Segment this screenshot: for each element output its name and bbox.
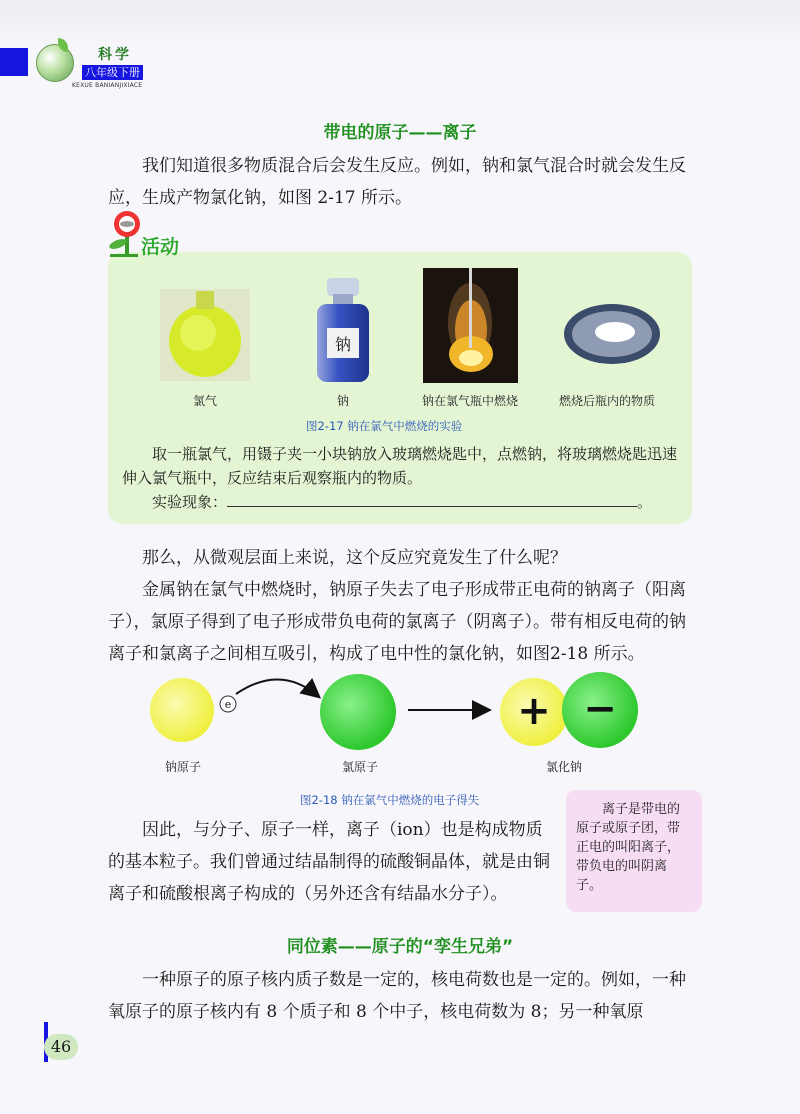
positive-charge-symbol: +: [517, 688, 551, 734]
explanation-paragraphs: [108, 542, 698, 670]
sodium-bottle-photo: [313, 278, 373, 383]
label-sodium-chloride: 氯化钠: [546, 760, 583, 774]
intro-paragraph: 我们知道很多物质混合后会发生反应。例如，钠和氯气混合时就会发生反应，生成产物氯化钠，如图 2-17 所示。: [108, 156, 686, 208]
section-title-isotopes: 同位素——原子的“孪生兄弟”: [286, 937, 514, 957]
isotope-intro-paragraph: 一种原子的原子核内质子数是一定的，核电荷数也是一定的。例如，一种氧原子的原子核内有 8 个质子和 8 个中子，核电荷数为 8；另一种氧原: [108, 970, 686, 1022]
observation-answer-blank[interactable]: [227, 492, 637, 507]
photo-caption-sodium: 钠: [336, 394, 349, 408]
ion-definition-paragraph: 因此，与分子、原子一样，离子（ion）也是构成物质的基本粒子。我们曾通过结晶制得的硫酸铜晶体，就是由铜离子和硫酸根离子构成的（另外还含有结晶水分子）。: [108, 820, 550, 904]
series-title: 科学: [98, 47, 132, 63]
bottle-label-text: 钠: [334, 335, 352, 354]
observation-line: 实验现象： 。: [152, 493, 653, 511]
series-pinyin: KEXUE BANIANJIXIACE: [72, 82, 143, 89]
photo-caption-residue: 燃烧后瓶内的物质: [558, 394, 655, 408]
activity-instructions: [122, 442, 682, 514]
question-paragraph: 那么，从微观层面上来说，这个反应究竟发生了什么呢？: [142, 548, 567, 568]
activity-label: 活动: [141, 236, 180, 258]
photo-caption-chlorine: 氯气: [192, 394, 217, 408]
sodium-atom: [150, 678, 214, 742]
photo-caption-burning: 钠在氯气瓶中燃烧: [421, 394, 518, 408]
ion-definition-note: 离子是带电的原子或原子团，带正电的叫阳离子，带负电的叫阴离子。: [566, 790, 702, 912]
negative-charge-symbol: −: [583, 686, 617, 732]
reaction-explanation-paragraph: 金属钠在氯气中燃烧时，钠原子失去了电子形成带正电荷的钠离子（阳离子），氯原子得到了电子形成带负电荷的氯离子（阴离子）。带有相反电荷的钠离子和氯离子之间相互吸引，构成了电中性的氯化钠，如图2-18 所示。: [108, 580, 686, 664]
chlorine-flask-photo: [160, 289, 250, 381]
residue-dish-photo: [562, 296, 662, 366]
activity-instruction-text: 取一瓶氯气，用镊子夹一小块钠放入玻璃燃烧匙中，点燃钠，将玻璃燃烧匙迅速伸入氯气瓶中，反应结束后观察瓶内的物质。: [122, 445, 678, 487]
page-header-band: [0, 0, 800, 48]
grade-label: 八年级下册: [82, 65, 143, 80]
figure-caption-2-17: 图2-17 钠在氯气中燃烧的实验: [306, 419, 463, 433]
observation-label: 实验现象：: [152, 493, 228, 511]
figure-caption-2-18: 图2-18 钠在氯气中燃烧的电子得失: [300, 793, 480, 807]
textbook-logo-icon: [36, 44, 74, 82]
burning-flask-photo: [423, 268, 518, 383]
electron-transfer-arrow: [236, 679, 318, 696]
label-chlorine-atom: 氯原子: [342, 760, 379, 774]
label-sodium-atom: 钠原子: [165, 760, 202, 774]
chlorine-atom: [320, 674, 396, 750]
section-title-ions: 带电的原子——离子: [323, 123, 477, 143]
electron-symbol: e: [224, 698, 232, 711]
header-accent-bar: [0, 48, 28, 76]
page-number: 46: [44, 1034, 78, 1060]
